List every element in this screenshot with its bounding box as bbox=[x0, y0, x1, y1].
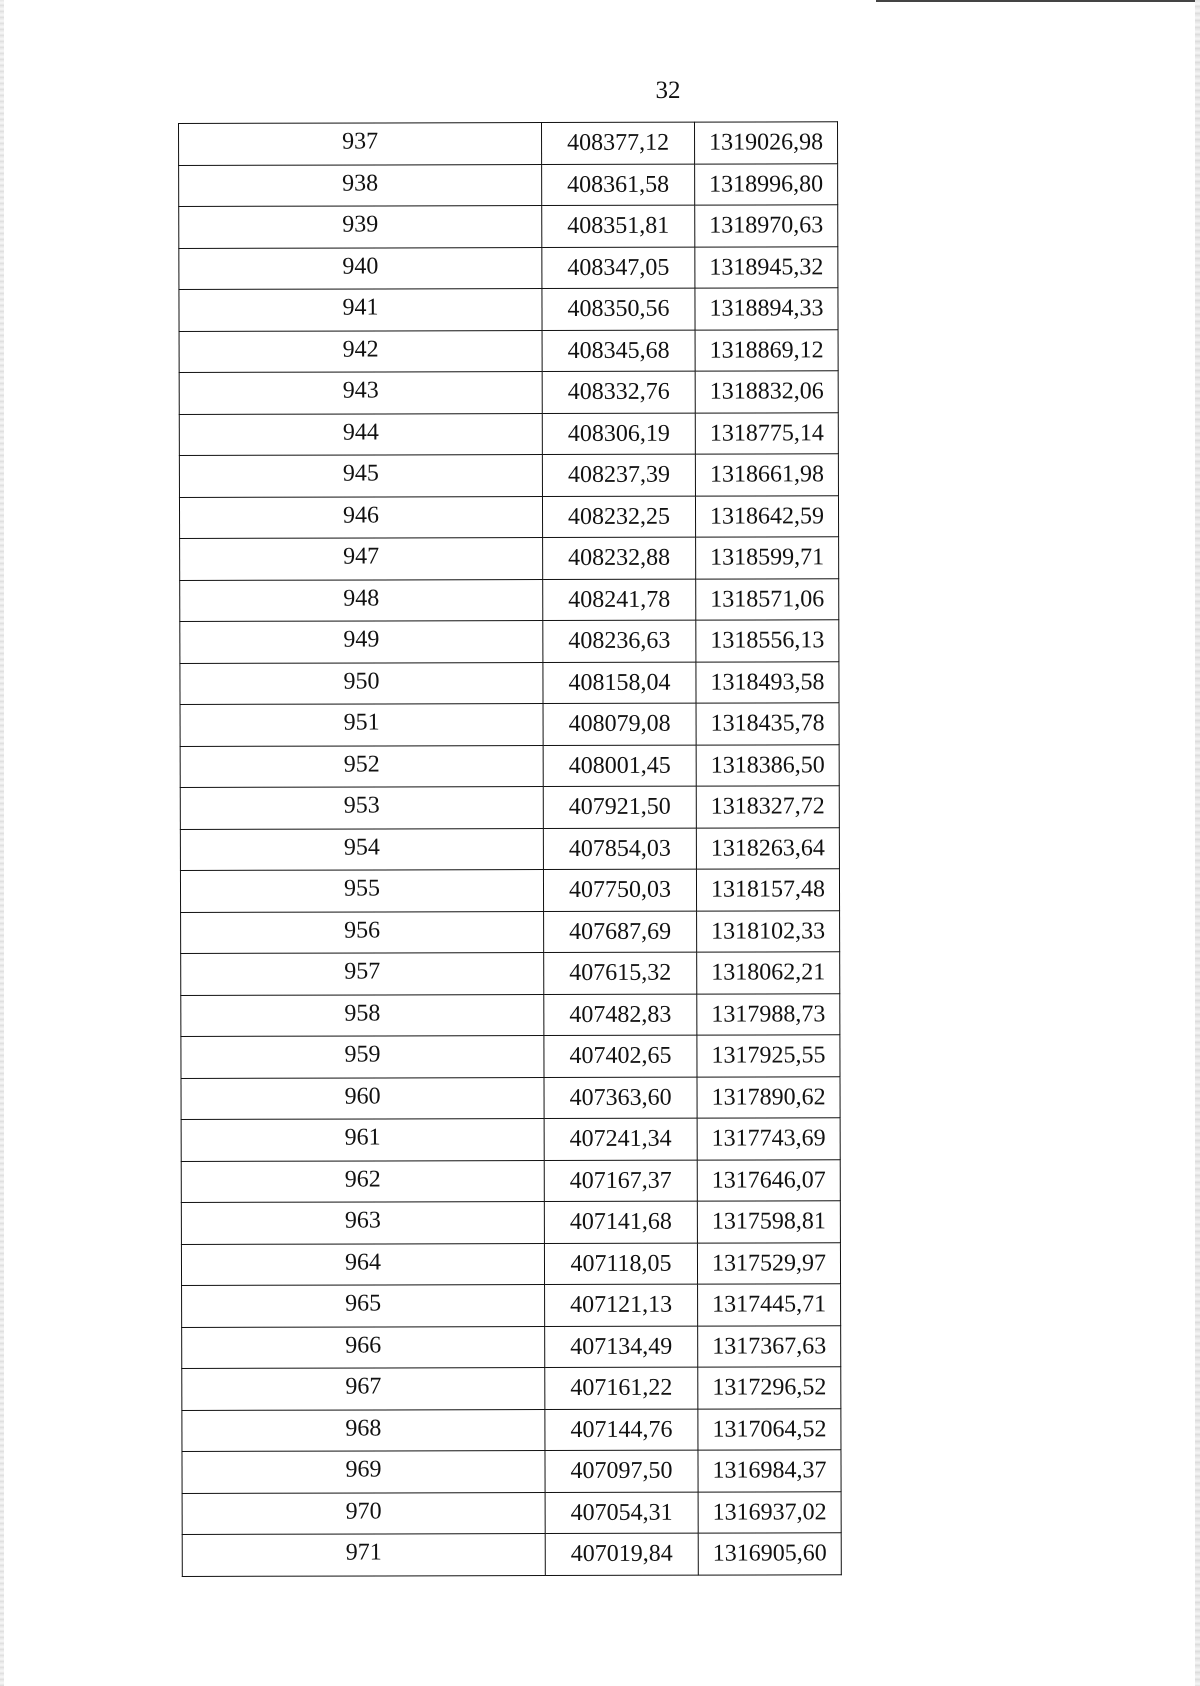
y-coordinate-cell: 1318661,98 bbox=[695, 454, 838, 496]
point-number: 950 bbox=[343, 668, 380, 695]
table-row bbox=[179, 163, 838, 206]
point-number-cell bbox=[182, 1534, 545, 1576]
x-coordinate-cell: 407097,50 bbox=[545, 1450, 698, 1492]
point-number-cell bbox=[181, 994, 544, 1036]
y-coordinate-cell: 1316905,60 bbox=[698, 1533, 841, 1575]
table-row bbox=[179, 371, 838, 414]
x-coordinate-cell: 408232,25 bbox=[542, 496, 695, 538]
x-coordinate-cell: 408345,68 bbox=[542, 330, 695, 372]
y-coordinate-cell: 1317925,55 bbox=[697, 1035, 840, 1077]
x-coordinate-cell: 407019,84 bbox=[545, 1533, 698, 1575]
x-coordinate-cell: 407054,31 bbox=[545, 1492, 698, 1534]
x-coordinate-cell: 407482,83 bbox=[544, 994, 697, 1036]
coordinates-table bbox=[178, 121, 842, 1576]
point-number-cell bbox=[180, 745, 543, 787]
y-coordinate-cell: 1318945,32 bbox=[695, 246, 838, 288]
x-coordinate-cell: 407141,68 bbox=[544, 1201, 697, 1243]
point-number: 947 bbox=[343, 543, 380, 570]
point-number-cell bbox=[180, 579, 543, 621]
point-number-cell bbox=[179, 289, 542, 331]
point-number-cell bbox=[179, 413, 542, 455]
point-number-cell bbox=[181, 1077, 544, 1119]
table-row bbox=[182, 1450, 841, 1493]
table-row bbox=[179, 329, 838, 372]
table-row bbox=[180, 744, 839, 787]
point-number: 962 bbox=[344, 1166, 381, 1193]
x-coordinate-cell: 408079,08 bbox=[543, 703, 696, 745]
x-coordinate-cell: 407161,22 bbox=[545, 1367, 698, 1409]
table-row bbox=[180, 703, 839, 746]
y-coordinate-cell: 1317646,07 bbox=[697, 1159, 840, 1201]
top-rule bbox=[876, 0, 1200, 2]
point-number: 941 bbox=[342, 294, 379, 321]
table-row bbox=[179, 495, 838, 538]
x-coordinate-cell: 407118,05 bbox=[544, 1243, 697, 1285]
point-number: 938 bbox=[342, 170, 379, 197]
table-row bbox=[179, 246, 838, 289]
point-number-cell bbox=[179, 330, 542, 372]
table-row bbox=[182, 1284, 841, 1327]
point-number: 956 bbox=[344, 917, 381, 944]
x-coordinate-cell: 408347,05 bbox=[542, 247, 695, 289]
x-coordinate-cell: 408001,45 bbox=[543, 745, 696, 787]
point-number-cell bbox=[180, 704, 543, 746]
scan-edge-left bbox=[0, 0, 4, 1686]
point-number-cell bbox=[180, 787, 543, 829]
x-coordinate-cell: 407144,76 bbox=[545, 1409, 698, 1451]
y-coordinate-cell: 1318642,59 bbox=[695, 495, 838, 537]
x-coordinate-cell: 407615,32 bbox=[544, 952, 697, 994]
x-coordinate-cell: 407167,37 bbox=[544, 1160, 697, 1202]
x-coordinate-cell: 408306,19 bbox=[542, 413, 695, 455]
table-row bbox=[182, 1325, 841, 1368]
x-coordinate-cell: 408350,56 bbox=[542, 288, 695, 330]
point-number-cell bbox=[179, 164, 542, 206]
point-number-cell bbox=[179, 496, 542, 538]
y-coordinate-cell: 1318263,64 bbox=[696, 827, 839, 869]
x-coordinate-cell: 408377,12 bbox=[542, 122, 695, 164]
y-coordinate-cell: 1318996,80 bbox=[695, 163, 838, 205]
point-number-cell bbox=[181, 1119, 544, 1161]
point-number: 940 bbox=[342, 253, 379, 280]
y-coordinate-cell: 1318832,06 bbox=[695, 371, 838, 413]
point-number-cell bbox=[182, 1326, 545, 1368]
point-number: 943 bbox=[342, 377, 379, 404]
point-number: 948 bbox=[343, 585, 380, 612]
point-number: 966 bbox=[345, 1332, 382, 1359]
table-row bbox=[182, 1491, 841, 1534]
y-coordinate-cell: 1318102,33 bbox=[697, 910, 840, 952]
y-coordinate-cell: 1318775,14 bbox=[695, 412, 838, 454]
table-row bbox=[181, 952, 840, 995]
table-row bbox=[180, 786, 839, 829]
point-number-cell bbox=[181, 1243, 544, 1285]
point-number-cell bbox=[180, 828, 543, 870]
coordinates-table-body bbox=[179, 122, 842, 1576]
y-coordinate-cell: 1317296,52 bbox=[698, 1367, 841, 1409]
x-coordinate-cell: 408158,04 bbox=[543, 662, 696, 704]
y-coordinate-cell: 1317890,62 bbox=[697, 1076, 840, 1118]
point-number-cell bbox=[179, 455, 542, 497]
point-number: 971 bbox=[345, 1539, 382, 1566]
point-number-cell bbox=[181, 911, 544, 953]
x-coordinate-cell: 408361,58 bbox=[542, 164, 695, 206]
point-number-cell bbox=[179, 123, 542, 165]
table-row bbox=[181, 1035, 840, 1078]
point-number: 955 bbox=[343, 875, 381, 902]
y-coordinate-cell: 1317988,73 bbox=[697, 993, 840, 1035]
x-coordinate-cell: 407854,03 bbox=[543, 828, 696, 870]
y-coordinate-cell: 1317367,63 bbox=[698, 1325, 841, 1367]
point-number: 946 bbox=[342, 502, 380, 529]
table-row bbox=[181, 1242, 840, 1285]
point-number: 960 bbox=[344, 1083, 381, 1110]
point-number-cell bbox=[181, 1036, 544, 1078]
point-number: 939 bbox=[342, 211, 379, 238]
table-row bbox=[182, 1408, 841, 1451]
x-coordinate-cell: 407241,34 bbox=[544, 1118, 697, 1160]
point-number: 968 bbox=[345, 1415, 382, 1442]
point-number: 954 bbox=[343, 834, 380, 861]
y-coordinate-cell: 1318599,71 bbox=[696, 537, 839, 579]
point-number-cell bbox=[179, 206, 542, 248]
x-coordinate-cell: 408241,78 bbox=[543, 579, 696, 621]
point-number-cell bbox=[182, 1285, 545, 1327]
table-row bbox=[181, 993, 840, 1036]
point-number: 944 bbox=[342, 419, 379, 446]
y-coordinate-cell: 1318556,13 bbox=[696, 620, 839, 662]
point-number-cell bbox=[179, 372, 542, 414]
table-row bbox=[180, 827, 839, 870]
point-number-cell bbox=[180, 538, 543, 580]
y-coordinate-cell: 1318493,58 bbox=[696, 661, 839, 703]
y-coordinate-cell: 1317064,52 bbox=[698, 1408, 841, 1450]
point-number: 952 bbox=[343, 751, 380, 778]
point-number-cell bbox=[181, 953, 544, 995]
y-coordinate-cell: 1317598,81 bbox=[697, 1201, 840, 1243]
table-row bbox=[182, 1533, 841, 1576]
x-coordinate-cell: 408236,63 bbox=[543, 620, 696, 662]
point-number: 963 bbox=[344, 1207, 381, 1234]
table-row bbox=[179, 412, 838, 455]
table-row bbox=[181, 1076, 840, 1119]
point-number: 945 bbox=[342, 460, 379, 487]
table-row bbox=[180, 578, 839, 621]
scan-edge-right bbox=[1195, 0, 1200, 1686]
y-coordinate-cell: 1319026,98 bbox=[694, 122, 837, 164]
x-coordinate-cell: 407750,03 bbox=[543, 869, 696, 911]
table-row bbox=[180, 661, 839, 704]
y-coordinate-cell: 1318062,21 bbox=[697, 952, 840, 994]
point-number-cell bbox=[181, 1202, 544, 1244]
y-coordinate-cell: 1318571,06 bbox=[696, 578, 839, 620]
x-coordinate-cell: 407921,50 bbox=[543, 786, 696, 828]
y-coordinate-cell: 1317529,97 bbox=[697, 1242, 840, 1284]
point-number: 961 bbox=[344, 1124, 381, 1151]
point-number: 942 bbox=[342, 336, 379, 363]
point-number-cell bbox=[180, 662, 543, 704]
point-number-cell bbox=[182, 1368, 545, 1410]
point-number: 957 bbox=[344, 958, 381, 985]
point-number-cell bbox=[182, 1409, 545, 1451]
point-number: 970 bbox=[345, 1498, 382, 1525]
y-coordinate-cell: 1316984,37 bbox=[698, 1450, 841, 1492]
x-coordinate-cell: 407363,60 bbox=[544, 1077, 697, 1119]
x-coordinate-cell: 408237,39 bbox=[542, 454, 695, 496]
y-coordinate-cell: 1317743,69 bbox=[697, 1118, 840, 1160]
y-coordinate-cell: 1316937,02 bbox=[698, 1491, 841, 1533]
y-coordinate-cell: 1318157,48 bbox=[696, 869, 839, 911]
y-coordinate-cell: 1318386,50 bbox=[696, 744, 839, 786]
table-row bbox=[180, 869, 839, 912]
table-row bbox=[181, 1159, 840, 1202]
table-row bbox=[179, 454, 838, 497]
x-coordinate-cell: 408351,81 bbox=[542, 205, 695, 247]
y-coordinate-cell: 1318435,78 bbox=[696, 703, 839, 745]
table-row bbox=[179, 122, 838, 165]
x-coordinate-cell: 407121,13 bbox=[545, 1284, 698, 1326]
x-coordinate-cell: 407402,65 bbox=[544, 1035, 697, 1077]
x-coordinate-cell: 407687,69 bbox=[544, 911, 697, 953]
table-row bbox=[180, 537, 839, 580]
y-coordinate-cell: 1318970,63 bbox=[695, 205, 838, 247]
y-coordinate-cell: 1318894,33 bbox=[695, 288, 838, 330]
table-row bbox=[181, 1118, 840, 1161]
point-number-cell bbox=[181, 1160, 544, 1202]
point-number: 951 bbox=[343, 709, 380, 736]
table-row bbox=[180, 620, 839, 663]
y-coordinate-cell: 1318327,72 bbox=[696, 786, 839, 828]
table-row bbox=[179, 205, 838, 248]
point-number-cell bbox=[182, 1451, 545, 1493]
point-number-cell bbox=[179, 247, 542, 289]
point-number: 967 bbox=[345, 1373, 382, 1400]
x-coordinate-cell: 408232,88 bbox=[543, 537, 696, 579]
x-coordinate-cell: 407134,49 bbox=[545, 1326, 698, 1368]
table-row bbox=[181, 1201, 840, 1244]
y-coordinate-cell: 1318869,12 bbox=[695, 329, 838, 371]
point-number: 953 bbox=[343, 792, 380, 819]
point-number: 965 bbox=[345, 1290, 382, 1317]
table-row bbox=[182, 1367, 841, 1410]
point-number: 937 bbox=[342, 128, 379, 155]
point-number: 958 bbox=[344, 1000, 381, 1027]
page-number: 32 bbox=[655, 77, 681, 104]
point-number-cell bbox=[182, 1492, 545, 1534]
table-row bbox=[179, 288, 838, 331]
table-row bbox=[181, 910, 840, 953]
point-number: 949 bbox=[343, 626, 380, 653]
point-number: 964 bbox=[344, 1249, 382, 1276]
point-number: 959 bbox=[344, 1041, 381, 1068]
point-number-cell bbox=[180, 621, 543, 663]
point-number: 969 bbox=[345, 1456, 382, 1483]
x-coordinate-cell: 408332,76 bbox=[542, 371, 695, 413]
y-coordinate-cell: 1317445,71 bbox=[698, 1284, 841, 1326]
point-number-cell bbox=[180, 870, 543, 912]
